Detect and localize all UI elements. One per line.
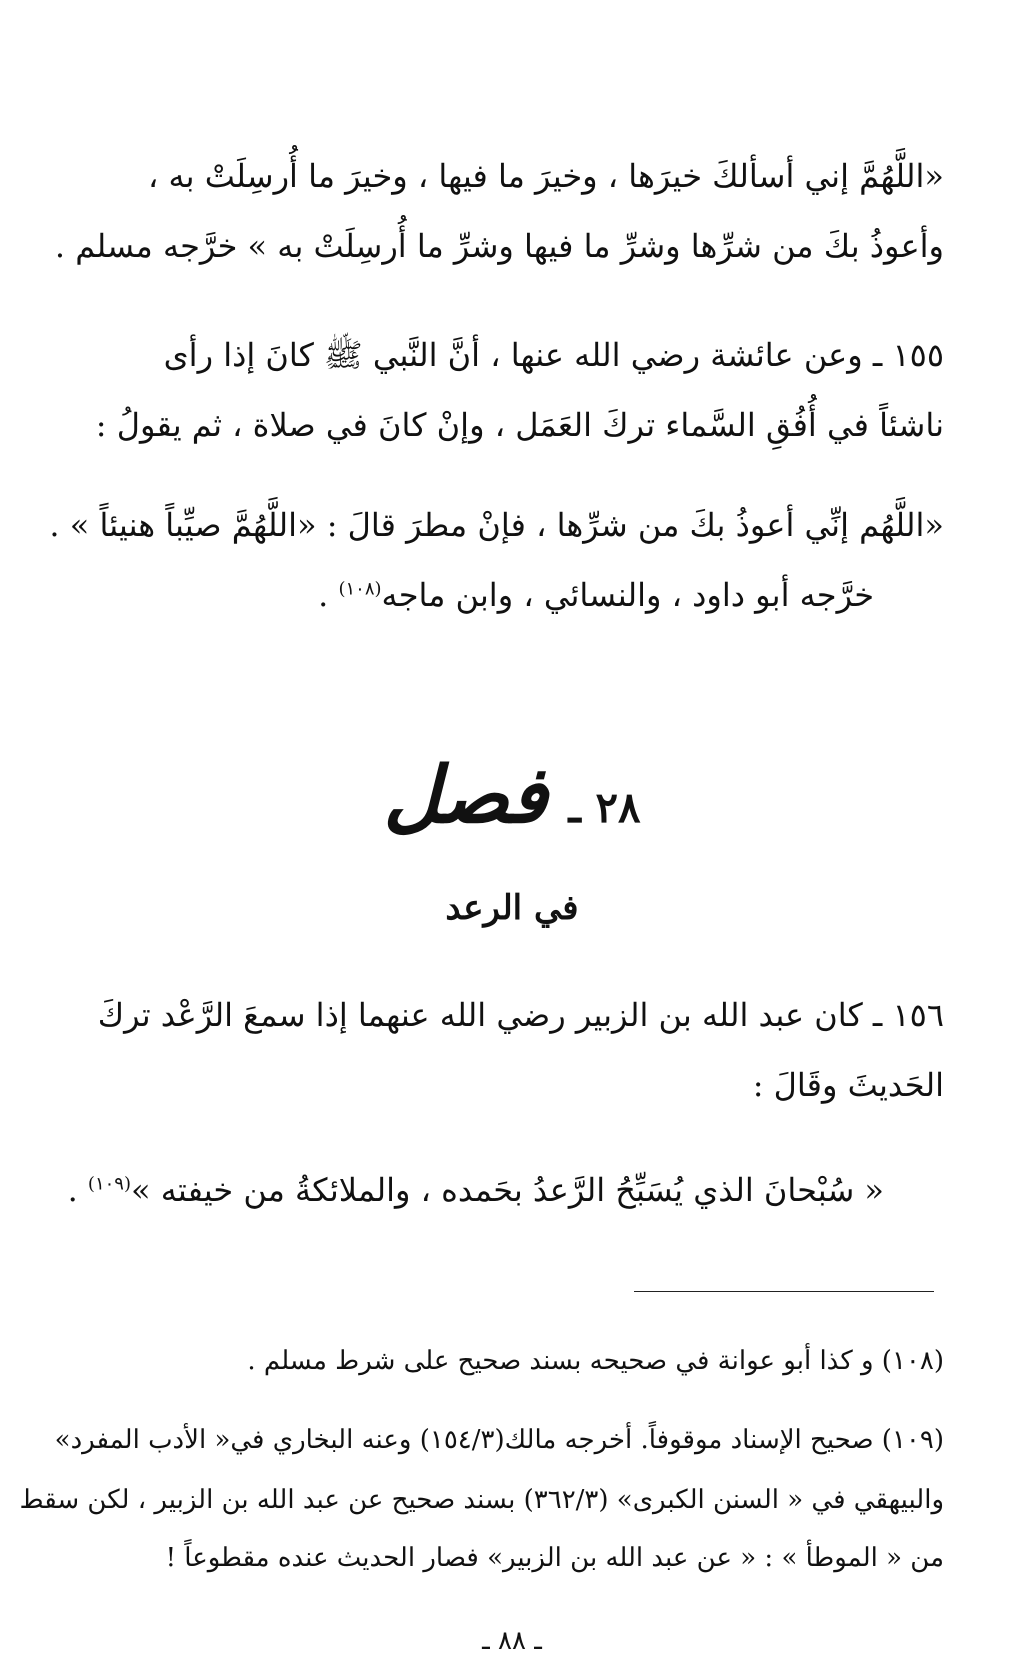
- footnote-109-line-2: والبيهقي في « السنن الكبرى» (٣٦٢/٣) بسند صحيح عن عبد الله بن الزبير ، لكن سقط: [19, 1485, 944, 1515]
- hadith-155-line-3: «اللَّهُم إنِّي أعوذُ بكَ من شرِّها ، فإنْ مطرَ قالَ : «اللَّهُمَّ صيِّباً هنيئاً » .: [49, 506, 944, 544]
- dua-line-1: «اللَّهُمَّ إني أسألكَ خيرَها ، وخيرَ ما فيها ، وخيرَ ما أُرسِلَتْ به ،: [148, 157, 944, 195]
- hadith-156-text: « سُبْحانَ الذي يُسَبِّحُ الرَّعدُ بحَمده ، والملائكةُ من خيفته »: [131, 1171, 884, 1209]
- hadith-156-line-2: الحَديثَ وقَالَ :: [752, 1066, 944, 1104]
- hadith-155-line-1: ١٥٥ ـ وعن عائشة رضي الله عنها ، أنَّ النَّبي ﷺ كانَ إذا رأى: [163, 336, 944, 374]
- footnote-divider: [634, 1291, 934, 1292]
- page-number: ـ ٨٨ ـ: [482, 1626, 542, 1656]
- hadith-155-line-2: ناشئاً في أُفُقِ السَّماء تركَ العَمَل ، وإنْ كانَ في صلاة ، ثم يقولُ :: [95, 406, 944, 444]
- hadith-155-line-4: [40, 575, 874, 615]
- footnote-ref-109: (١٠٩): [87, 1173, 131, 1195]
- hadith-156-line-end: .: [67, 1171, 78, 1209]
- chapter-title: فصل: [383, 750, 548, 841]
- hadith-156-line-1: ١٥٦ ـ كان عبد الله بن الزبير رضي الله عنهما إذا سمعَ الرَّعْد تركَ: [97, 996, 944, 1034]
- hadith-156-line-3: [40, 1170, 884, 1210]
- hadith-155-source: خرَّجه أبو داود ، والنسائي ، وابن ماجه: [381, 576, 874, 614]
- chapter-number: ٢٨ ـ: [568, 783, 641, 832]
- hadith-155-line-end: .: [318, 576, 329, 614]
- footnote-108: (١٠٨) و كذا أبو عوانة في صحيحه بسند صحيح على شرط مسلم .: [247, 1346, 944, 1376]
- footnote-109-line-3: من « الموطأ » : « عن عبد الله بن الزبير» فصار الحديث عنده مقطوعاً !: [165, 1543, 944, 1573]
- chapter-subtitle: في الرعد: [445, 888, 579, 928]
- footnote-ref-108: (١٠٨): [338, 578, 382, 600]
- chapter-heading: [0, 750, 1024, 841]
- footnote-109-line-1: (١٠٩) صحيح الإسناد موقوفاً. أخرجه مالك(١٥٤/٣) وعنه البخاري في« الأدب المفرد»: [54, 1425, 944, 1455]
- dua-line-2: وأعوذُ بكَ من شرِّها وشرِّ ما فيها وشرِّ ما أُرسِلَتْ به » خرَّجه مسلم .: [54, 227, 944, 265]
